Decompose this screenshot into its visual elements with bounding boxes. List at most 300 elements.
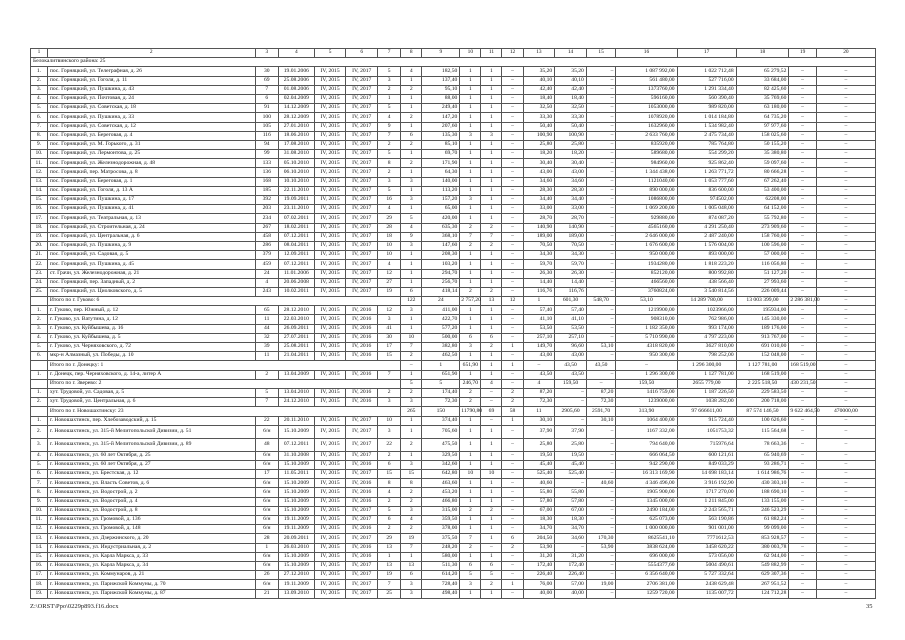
table-cell: 94 bbox=[255, 140, 278, 149]
table-cell: 1 bbox=[460, 460, 481, 469]
table-cell: 1 676 600,00 bbox=[616, 241, 677, 250]
table-row bbox=[31, 269, 876, 278]
table-cell: IV, 2017 bbox=[346, 571, 378, 580]
address-cell: г. Новошахтинск, пер. Хлебозаводский, д. 15 bbox=[47, 416, 255, 425]
table-cell: 147,60 bbox=[422, 241, 460, 250]
row-number: 6. bbox=[31, 352, 48, 361]
table-cell: 55,80 bbox=[555, 488, 587, 497]
table-cell: IV, 2016 bbox=[346, 352, 378, 361]
table-cell: – bbox=[789, 177, 816, 186]
table-cell: – bbox=[502, 497, 523, 506]
column-number-row bbox=[31, 49, 876, 58]
table-cell: – bbox=[816, 168, 875, 177]
table-cell: – bbox=[502, 552, 523, 561]
table-cell: 560 390,40 bbox=[677, 94, 736, 103]
table-row bbox=[31, 561, 876, 570]
row-number: 11. bbox=[31, 159, 48, 168]
table-cell: 2 bbox=[401, 497, 422, 506]
table-cell: 2 475 734,40 bbox=[677, 131, 736, 140]
table-cell: 30,10 bbox=[586, 416, 616, 425]
address-cell: г. Новошахтинск, ул. Громовой, д. 136 bbox=[47, 516, 255, 525]
table-cell: 65 279,52 bbox=[736, 67, 789, 76]
table-cell: 392 bbox=[255, 196, 278, 205]
table-cell: 1 bbox=[481, 214, 502, 223]
table-cell: 315,00 bbox=[422, 506, 460, 515]
table-cell: 2 bbox=[401, 113, 422, 122]
column-number: 16 bbox=[616, 49, 677, 58]
table-cell: 2 bbox=[502, 398, 523, 407]
table-cell: 9 bbox=[401, 232, 422, 241]
table-cell: 9 622 464,50 bbox=[789, 407, 816, 416]
table-row bbox=[31, 251, 876, 260]
address-cell: г. Новошахтинск, ул. Индустриальная, д. 2 bbox=[47, 543, 255, 552]
table-cell: – bbox=[502, 306, 523, 315]
table-cell: 3 bbox=[401, 506, 422, 515]
subtotal-label: Итого по г. Донецку: 1 bbox=[47, 361, 400, 370]
table-cell: – bbox=[586, 85, 616, 94]
row-number: 3. bbox=[31, 438, 48, 451]
table-cell: 1 087 992,00 bbox=[616, 67, 677, 76]
table-cell: – bbox=[555, 479, 587, 488]
table-cell: – bbox=[481, 388, 502, 397]
table-cell: 14 698 183,14 bbox=[677, 470, 736, 479]
row-number: 9. bbox=[31, 140, 48, 149]
column-number: 15 bbox=[586, 49, 616, 58]
table-row bbox=[31, 543, 876, 552]
table-cell: 3 bbox=[401, 196, 422, 205]
table-cell: 137,40 bbox=[422, 76, 460, 85]
table-cell: – bbox=[816, 196, 875, 205]
table-cell: IV, 2017 bbox=[346, 589, 378, 598]
table-row bbox=[31, 205, 876, 214]
table-cell: IV, 2017 bbox=[346, 232, 378, 241]
table-cell: – bbox=[502, 525, 523, 534]
table-cell: 30 bbox=[378, 333, 401, 342]
table-cell: 3 bbox=[378, 315, 401, 324]
table-cell: 666 064,50 bbox=[616, 451, 677, 460]
table-cell: IV, 2015 bbox=[314, 460, 346, 469]
table-cell: 6 bbox=[401, 131, 422, 140]
table-cell: 1 bbox=[460, 315, 481, 324]
table-cell: 13.04.2009 bbox=[278, 370, 314, 379]
table-cell: IV, 2017 bbox=[346, 150, 378, 159]
table-cell: 600 121,61 bbox=[677, 451, 736, 460]
table-cell: 1167 332,00 bbox=[616, 425, 677, 438]
table-cell: 1 bbox=[401, 150, 422, 159]
table-cell: 1 bbox=[481, 269, 502, 278]
table-cell: IV, 2017 bbox=[346, 451, 378, 460]
table-cell: 3 bbox=[378, 398, 401, 407]
table-row bbox=[31, 516, 876, 525]
table-cell: 1 818 223,20 bbox=[677, 260, 736, 269]
table-cell: 103,20 bbox=[422, 260, 460, 269]
table-cell: 189,00 bbox=[555, 232, 587, 241]
table-cell: – bbox=[816, 460, 875, 469]
table-cell: 140,90 bbox=[523, 223, 555, 232]
address-cell: хут. Трудовой, ул. Садовая, д. 5 bbox=[47, 388, 255, 397]
table-cell: 1 bbox=[460, 352, 481, 361]
table-row bbox=[31, 388, 876, 397]
table-cell: 53,90 bbox=[523, 543, 555, 552]
table-cell: 133 155,00 bbox=[736, 497, 789, 506]
address-cell: пос. Горняцкий, ул. Советская, д. 12 bbox=[47, 122, 255, 131]
table-cell: 853 928,57 bbox=[736, 534, 789, 543]
table-cell: 29 bbox=[378, 534, 401, 543]
table-cell: 852120,00 bbox=[616, 269, 677, 278]
table-cell: – bbox=[502, 196, 523, 205]
table-cell: 2 757,20 bbox=[460, 297, 481, 306]
table-row bbox=[31, 506, 876, 515]
table-cell: 893 000,00 bbox=[677, 251, 736, 260]
table-cell: – bbox=[555, 398, 587, 407]
table-cell: 1 bbox=[378, 552, 401, 561]
table-cell: 67 262,40 bbox=[736, 177, 789, 186]
table-cell: IV, 2016 bbox=[346, 488, 378, 497]
table-cell: 1 bbox=[481, 278, 502, 287]
table-cell: 31,20 bbox=[555, 552, 587, 561]
table-cell: – bbox=[789, 516, 816, 525]
table-cell: 6 bbox=[481, 561, 502, 570]
table-cell: 2 bbox=[401, 488, 422, 497]
table-cell: – bbox=[816, 324, 875, 333]
address-cell: пос. Горняцкий, пер. Матросова, д. 8 bbox=[47, 168, 255, 177]
table-cell: – bbox=[816, 343, 875, 352]
row-number: 20. bbox=[31, 241, 48, 250]
table-cell: 4 bbox=[481, 379, 502, 388]
table-cell: – bbox=[789, 451, 816, 460]
table-cell: 257,10 bbox=[555, 333, 587, 342]
table-cell: 1 bbox=[460, 140, 481, 149]
row-number: 4. bbox=[31, 451, 48, 460]
table-cell: 91 bbox=[255, 104, 278, 113]
table-cell: 40,10 bbox=[555, 76, 587, 85]
table-cell: – bbox=[586, 94, 616, 103]
table-cell: – bbox=[789, 470, 816, 479]
table-cell: – bbox=[586, 287, 616, 296]
table-cell: – bbox=[789, 306, 816, 315]
table-cell: IV, 2017 bbox=[346, 205, 378, 214]
row-number: 4. bbox=[31, 94, 48, 103]
table-cell: 188 690,10 bbox=[736, 488, 789, 497]
table-cell: – bbox=[502, 214, 523, 223]
table-cell: 2 bbox=[401, 525, 422, 534]
table-cell: 43,50 bbox=[586, 361, 616, 370]
table-cell: 11 bbox=[523, 407, 555, 416]
table-cell: 21.04.2011 bbox=[278, 352, 314, 361]
table-cell: – bbox=[789, 370, 816, 379]
address-cell: пос. Горняцкий, ул. Советская, д. 18 bbox=[47, 104, 255, 113]
table-cell: 267 bbox=[255, 223, 278, 232]
table-cell: 4 bbox=[401, 223, 422, 232]
table-cell: 50 155,20 bbox=[736, 140, 789, 149]
table-cell: 3 bbox=[378, 76, 401, 85]
table-cell: 1 bbox=[481, 186, 502, 195]
table-row bbox=[31, 104, 876, 113]
table-cell: 43,00 bbox=[523, 352, 555, 361]
table-cell: 1 bbox=[502, 343, 523, 352]
table-cell: 28,30 bbox=[523, 186, 555, 195]
table-cell: 13 bbox=[378, 561, 401, 570]
table-cell: IV, 2017 bbox=[346, 131, 378, 140]
table-cell: 18,30 bbox=[555, 516, 587, 525]
subtotal-label: Итого по г. Новошахтинску: 23 bbox=[47, 407, 400, 416]
table-cell: 57 000,00 bbox=[736, 251, 789, 260]
address-cell: пос. Горняцкий, ул. Береговая, д. 4 bbox=[47, 131, 255, 140]
table-cell: – bbox=[502, 451, 523, 460]
table-row bbox=[31, 525, 876, 534]
table-cell: 57,40 bbox=[555, 306, 587, 315]
table-cell: – bbox=[816, 76, 875, 85]
table-cell: 234 bbox=[255, 214, 278, 223]
table-cell: IV, 2015 bbox=[314, 269, 346, 278]
table-cell: 25,80 bbox=[555, 140, 587, 149]
table-cell: 34,30 bbox=[555, 251, 587, 260]
table-cell: IV, 2015 bbox=[314, 324, 346, 333]
table-row bbox=[31, 343, 876, 352]
table-cell: 6/н bbox=[255, 451, 278, 460]
table-cell: – bbox=[816, 186, 875, 195]
address-cell: г. Новошахтинск, ул. Парижской Коммуны, д. 70 bbox=[47, 580, 255, 589]
table-cell: IV, 2017 bbox=[346, 196, 378, 205]
table-cell: IV, 2015 bbox=[314, 580, 346, 589]
table-cell: – bbox=[502, 131, 523, 140]
table-cell: 10 bbox=[460, 470, 481, 479]
table-cell: 1 bbox=[401, 324, 422, 333]
table-cell: – bbox=[586, 241, 616, 250]
address-cell: мкр-н Алмазный, ул. Победы, д. 10 bbox=[47, 352, 255, 361]
table-cell: 17 bbox=[255, 470, 278, 479]
address-cell: пос. Горняцкий, ул. Пушкина, д. 45 bbox=[47, 260, 255, 269]
page-number: 35 bbox=[866, 603, 873, 610]
table-row bbox=[31, 159, 876, 168]
table-cell: 34,70 bbox=[555, 525, 587, 534]
table-cell: 762 986,00 bbox=[677, 315, 736, 324]
table-cell: 1 bbox=[481, 159, 502, 168]
table-cell: 7 bbox=[378, 580, 401, 589]
table-cell: 2 bbox=[401, 85, 422, 94]
table-cell: 02.04.2009 bbox=[278, 94, 314, 103]
table-cell: 07.02.2011 bbox=[278, 214, 314, 223]
table-cell: – bbox=[586, 352, 616, 361]
table-cell: 2 bbox=[460, 241, 481, 250]
table-cell: 1 bbox=[460, 525, 481, 534]
table-cell: 7 bbox=[460, 534, 481, 543]
table-cell: 1121040,00 bbox=[616, 177, 677, 186]
table-cell: – bbox=[789, 196, 816, 205]
row-number: 24. bbox=[31, 278, 48, 287]
table-cell: 65 bbox=[255, 306, 278, 315]
table-cell: – bbox=[816, 479, 875, 488]
table-row bbox=[31, 460, 876, 469]
table-cell: – bbox=[816, 67, 875, 76]
table-cell: 1 bbox=[460, 122, 481, 131]
table-cell: – bbox=[789, 269, 816, 278]
table-cell: – bbox=[586, 177, 616, 186]
table-cell: 4318 820,00 bbox=[616, 343, 677, 352]
table-row bbox=[31, 571, 876, 580]
table-cell: 1 bbox=[460, 168, 481, 177]
table-cell: 1 bbox=[460, 177, 481, 186]
table-cell: 573 056,00 bbox=[677, 552, 736, 561]
table-cell: – bbox=[502, 67, 523, 76]
table-cell: 1345 000,00 bbox=[616, 497, 677, 506]
table-cell: 5004 490,61 bbox=[677, 561, 736, 570]
subtotal-label: Итого по г. Гуково: 6 bbox=[47, 297, 400, 306]
table-cell: IV, 2015 bbox=[314, 159, 346, 168]
table-cell: 1 bbox=[401, 416, 422, 425]
table-cell: 1 bbox=[460, 497, 481, 506]
table-cell: 7771612,53 bbox=[677, 534, 736, 543]
table-cell: 168 bbox=[255, 177, 278, 186]
table-cell: 19,00 bbox=[586, 580, 616, 589]
section-heading-row bbox=[31, 58, 876, 67]
table-cell: 50,40 bbox=[555, 122, 587, 131]
table-cell: 422,70 bbox=[422, 315, 460, 324]
table-cell: 7 bbox=[481, 232, 502, 241]
table-cell: 19.11.2009 bbox=[278, 580, 314, 589]
table-cell: 1 000 000,00 bbox=[616, 525, 677, 534]
table-cell: IV, 2015 bbox=[314, 251, 346, 260]
table-cell: 30,10 bbox=[523, 416, 555, 425]
table-cell: 53,10 bbox=[616, 297, 677, 306]
address-cell: г. Новошахтинск, ул. Карла Маркса, д. 34 bbox=[47, 561, 255, 570]
table-cell: 908310,00 bbox=[616, 315, 677, 324]
row-number: 10. bbox=[31, 506, 48, 515]
table-cell: – bbox=[816, 497, 875, 506]
table-cell: IV, 2015 bbox=[314, 333, 346, 342]
table-cell: – bbox=[816, 451, 875, 460]
table-cell: 3 bbox=[378, 177, 401, 186]
table-cell: 182,50 bbox=[422, 67, 460, 76]
table-cell: 203 bbox=[255, 205, 278, 214]
row-number: 5. bbox=[31, 343, 48, 352]
table-cell: – bbox=[502, 470, 523, 479]
table-cell: 374,40 bbox=[422, 416, 460, 425]
table-cell: 4 346 496,00 bbox=[616, 479, 677, 488]
table-cell: 32 bbox=[255, 333, 278, 342]
table-cell: IV, 2017 bbox=[346, 580, 378, 589]
table-cell: 1064 400,00 bbox=[616, 416, 677, 425]
table-cell: IV, 2015 bbox=[314, 94, 346, 103]
table-cell: – bbox=[789, 104, 816, 113]
table-cell: 229 583,50 bbox=[736, 388, 789, 397]
table-cell: – bbox=[789, 159, 816, 168]
table-cell: 4 bbox=[523, 379, 555, 388]
table-cell: 43,50 bbox=[555, 370, 587, 379]
table-cell: – bbox=[502, 589, 523, 598]
table-cell: – bbox=[502, 287, 523, 296]
table-cell: IV, 2015 bbox=[314, 451, 346, 460]
table-cell: 13 003 399,00 bbox=[736, 297, 789, 306]
table-cell: 1 bbox=[460, 589, 481, 598]
table-cell: 1373760,00 bbox=[616, 85, 677, 94]
table-cell: – bbox=[789, 278, 816, 287]
table-cell: 1 022 712,48 bbox=[677, 67, 736, 76]
table-cell: 6 bbox=[255, 94, 278, 103]
table-cell: 26.03.2010 bbox=[278, 543, 314, 552]
table-cell: – bbox=[816, 85, 875, 94]
table-cell: 4 bbox=[378, 113, 401, 122]
table-cell: 3627 810,00 bbox=[677, 343, 736, 352]
table-cell: 72,30 bbox=[586, 398, 616, 407]
table-cell: 625 073,00 bbox=[616, 516, 677, 525]
table-cell: IV, 2015 bbox=[314, 525, 346, 534]
table-cell: – bbox=[481, 398, 502, 407]
address-cell: пос. Горняцкий, ул. Пушкина, д. 17 bbox=[47, 196, 255, 205]
table-cell: – bbox=[586, 269, 616, 278]
table-cell: 100,90 bbox=[555, 131, 587, 140]
column-number: 2 bbox=[47, 49, 255, 58]
table-cell: 53 400,00 bbox=[736, 186, 789, 195]
table-cell: 1 053 777,60 bbox=[677, 177, 736, 186]
table-cell: 18.02.2011 bbox=[278, 223, 314, 232]
table-cell: IV, 2015 bbox=[314, 214, 346, 223]
table-cell: 1 614 986,76 bbox=[736, 470, 789, 479]
table-cell: 1 344 438,00 bbox=[616, 168, 677, 177]
table-cell: IV, 2015 bbox=[314, 223, 346, 232]
table-cell: 1 bbox=[481, 315, 502, 324]
table-cell: 1 bbox=[502, 416, 523, 425]
table-cell: – bbox=[586, 315, 616, 324]
table-cell: 116,76 bbox=[523, 287, 555, 296]
table-cell: – bbox=[816, 223, 875, 232]
row-number: 12. bbox=[31, 525, 48, 534]
table-cell: 39 bbox=[255, 343, 278, 352]
table-cell: 459 bbox=[255, 260, 278, 269]
table-cell: 05.10.2010 bbox=[278, 159, 314, 168]
table-cell: 28,70 bbox=[523, 214, 555, 223]
table-cell: – bbox=[555, 416, 587, 425]
address-cell: г. Гуково, ул. Ватутина, д. 12 bbox=[47, 315, 255, 324]
table-cell: 53,50 bbox=[523, 324, 555, 333]
table-cell: 563 190,86 bbox=[677, 516, 736, 525]
table-cell: 463,60 bbox=[422, 479, 460, 488]
table-cell: 1 bbox=[481, 260, 502, 269]
table-cell: – bbox=[789, 479, 816, 488]
table-cell: 35 769,60 bbox=[736, 94, 789, 103]
table-cell: 34,60 bbox=[555, 534, 587, 543]
table-cell: 171,90 bbox=[422, 159, 460, 168]
table-row bbox=[31, 497, 876, 506]
table-cell: 596160,00 bbox=[616, 94, 677, 103]
table-cell: 2 487 240,00 bbox=[677, 232, 736, 241]
table-cell: – bbox=[816, 388, 875, 397]
table-cell: 6/н bbox=[255, 497, 278, 506]
table-cell: 1 bbox=[460, 416, 481, 425]
table-cell: 44 bbox=[255, 324, 278, 333]
table-cell: IV, 2016 bbox=[346, 497, 378, 506]
table-cell: 5554377,60 bbox=[616, 561, 677, 570]
table-cell: – bbox=[816, 94, 875, 103]
table-cell: 1 bbox=[481, 251, 502, 260]
table-cell: IV, 2016 bbox=[346, 388, 378, 397]
table-row bbox=[31, 260, 876, 269]
table-cell: – bbox=[502, 269, 523, 278]
table-cell: 5 727 332,64 bbox=[677, 571, 736, 580]
table-cell: 1078920,00 bbox=[616, 113, 677, 122]
table-cell: 1 bbox=[481, 196, 502, 205]
table-cell: – bbox=[789, 438, 816, 451]
table-cell: – bbox=[816, 297, 875, 306]
table-cell: 42,40 bbox=[523, 85, 555, 94]
table-cell: – bbox=[586, 223, 616, 232]
table-cell: – bbox=[816, 506, 875, 515]
table-cell: IV, 2015 bbox=[314, 479, 346, 488]
table-cell: 561 480,00 bbox=[616, 76, 677, 85]
table-cell: 1 534 982,40 bbox=[677, 122, 736, 131]
row-number: 14. bbox=[31, 543, 48, 552]
address-cell: г. Новошахтинск, ул. 315-й Мелитопольской Дивизии, д. 51 bbox=[47, 425, 255, 438]
